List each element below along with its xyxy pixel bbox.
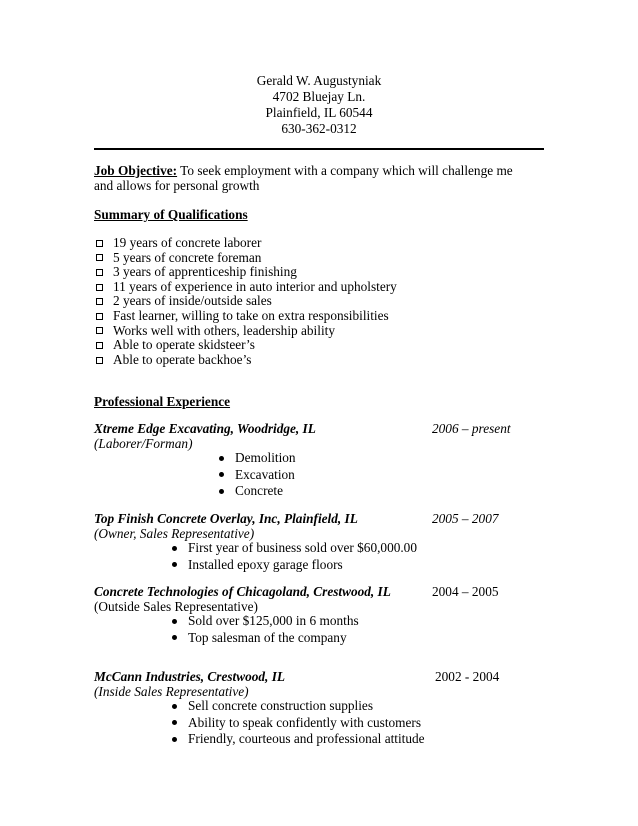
list-item: Demolition — [219, 450, 296, 467]
job-company: Top Finish Concrete Overlay, Inc, Plainfield, IL — [94, 511, 358, 526]
job-company: Concrete Technologies of Chicagoland, Crestwood, IL — [94, 584, 391, 599]
list-item: Concrete — [219, 483, 296, 500]
job-dates: 2002 - 2004 — [435, 669, 500, 684]
bullet-icon — [172, 704, 177, 709]
applicant-name: Gerald W. Augustyniak — [256, 73, 382, 88]
contact-header — [0, 73, 638, 137]
job-objective — [94, 163, 534, 193]
job-bullets — [172, 698, 425, 748]
list-item: Top salesman of the company — [172, 630, 359, 647]
job-role: (Laborer/Forman) — [94, 436, 193, 451]
checkbox-bullet-icon — [96, 313, 103, 320]
list-item: Sell concrete construction supplies — [172, 698, 425, 715]
job-bullets — [172, 540, 417, 573]
street-address: 4702 Bluejay Ln. — [272, 89, 366, 104]
list-item: 3 years of apprenticeship finishing — [94, 265, 397, 280]
summary-heading: Summary of Qualifications — [94, 207, 248, 222]
experience-heading: Professional Experience — [94, 394, 231, 409]
checkbox-bullet-icon — [96, 298, 103, 305]
list-item: Able to operate backhoe’s — [94, 353, 397, 368]
bullet-icon — [219, 489, 224, 494]
job-role: (Outside Sales Representative) — [94, 599, 258, 614]
checkbox-bullet-icon — [96, 240, 103, 247]
list-item: Installed epoxy garage floors — [172, 557, 417, 574]
checkbox-bullet-icon — [96, 327, 103, 334]
job-dates: 2004 – 2005 — [432, 584, 499, 599]
phone-number: 630-362-0312 — [281, 121, 357, 136]
job-role: (Inside Sales Representative) — [94, 684, 249, 699]
job-dates: 2005 – 2007 — [432, 511, 499, 526]
bullet-icon — [219, 456, 224, 461]
list-item: Able to operate skidsteer’s — [94, 338, 397, 353]
checkbox-bullet-icon — [96, 254, 103, 261]
list-item: Ability to speak confidently with customers — [172, 715, 425, 732]
list-item: 19 years of concrete laborer — [94, 236, 397, 251]
list-item: 11 years of experience in auto interior and upholstery — [94, 280, 397, 295]
list-item: Fast learner, willing to take on extra responsibilities — [94, 309, 397, 324]
list-item: Excavation — [219, 467, 296, 484]
bullet-icon — [219, 472, 224, 477]
objective-label: Job Objective: — [94, 163, 178, 178]
header-divider — [94, 148, 544, 150]
bullet-icon — [172, 737, 177, 742]
bullet-icon — [172, 546, 177, 551]
list-item: 5 years of concrete foreman — [94, 251, 397, 266]
job-bullets — [172, 613, 359, 646]
list-item: Friendly, courteous and professional attitude — [172, 731, 425, 748]
list-item: First year of business sold over $60,000.00 — [172, 540, 417, 557]
list-item: Sold over $125,000 in 6 months — [172, 613, 359, 630]
bullet-icon — [172, 562, 177, 567]
job-bullets — [219, 450, 296, 500]
list-item: 2 years of inside/outside sales — [94, 294, 397, 309]
bullet-icon — [172, 635, 177, 640]
job-role: (Owner, Sales Representative) — [94, 526, 255, 541]
job-dates: 2006 – present — [432, 421, 511, 436]
job-company: McCann Industries, Crestwood, IL — [94, 669, 286, 684]
checkbox-bullet-icon — [96, 284, 103, 291]
bullet-icon — [172, 720, 177, 725]
checkbox-bullet-icon — [96, 342, 103, 349]
city-state-zip: Plainfield, IL 60544 — [265, 105, 373, 120]
list-item: Works well with others, leadership ability — [94, 324, 397, 339]
job-company: Xtreme Edge Excavating, Woodridge, IL — [94, 421, 316, 436]
objective-text: To seek employment with a company which will challenge me and allows for personal growth — [94, 163, 513, 193]
checkbox-bullet-icon — [96, 269, 103, 276]
checkbox-bullet-icon — [96, 357, 103, 364]
qualifications-list — [94, 236, 397, 367]
bullet-icon — [172, 619, 177, 624]
